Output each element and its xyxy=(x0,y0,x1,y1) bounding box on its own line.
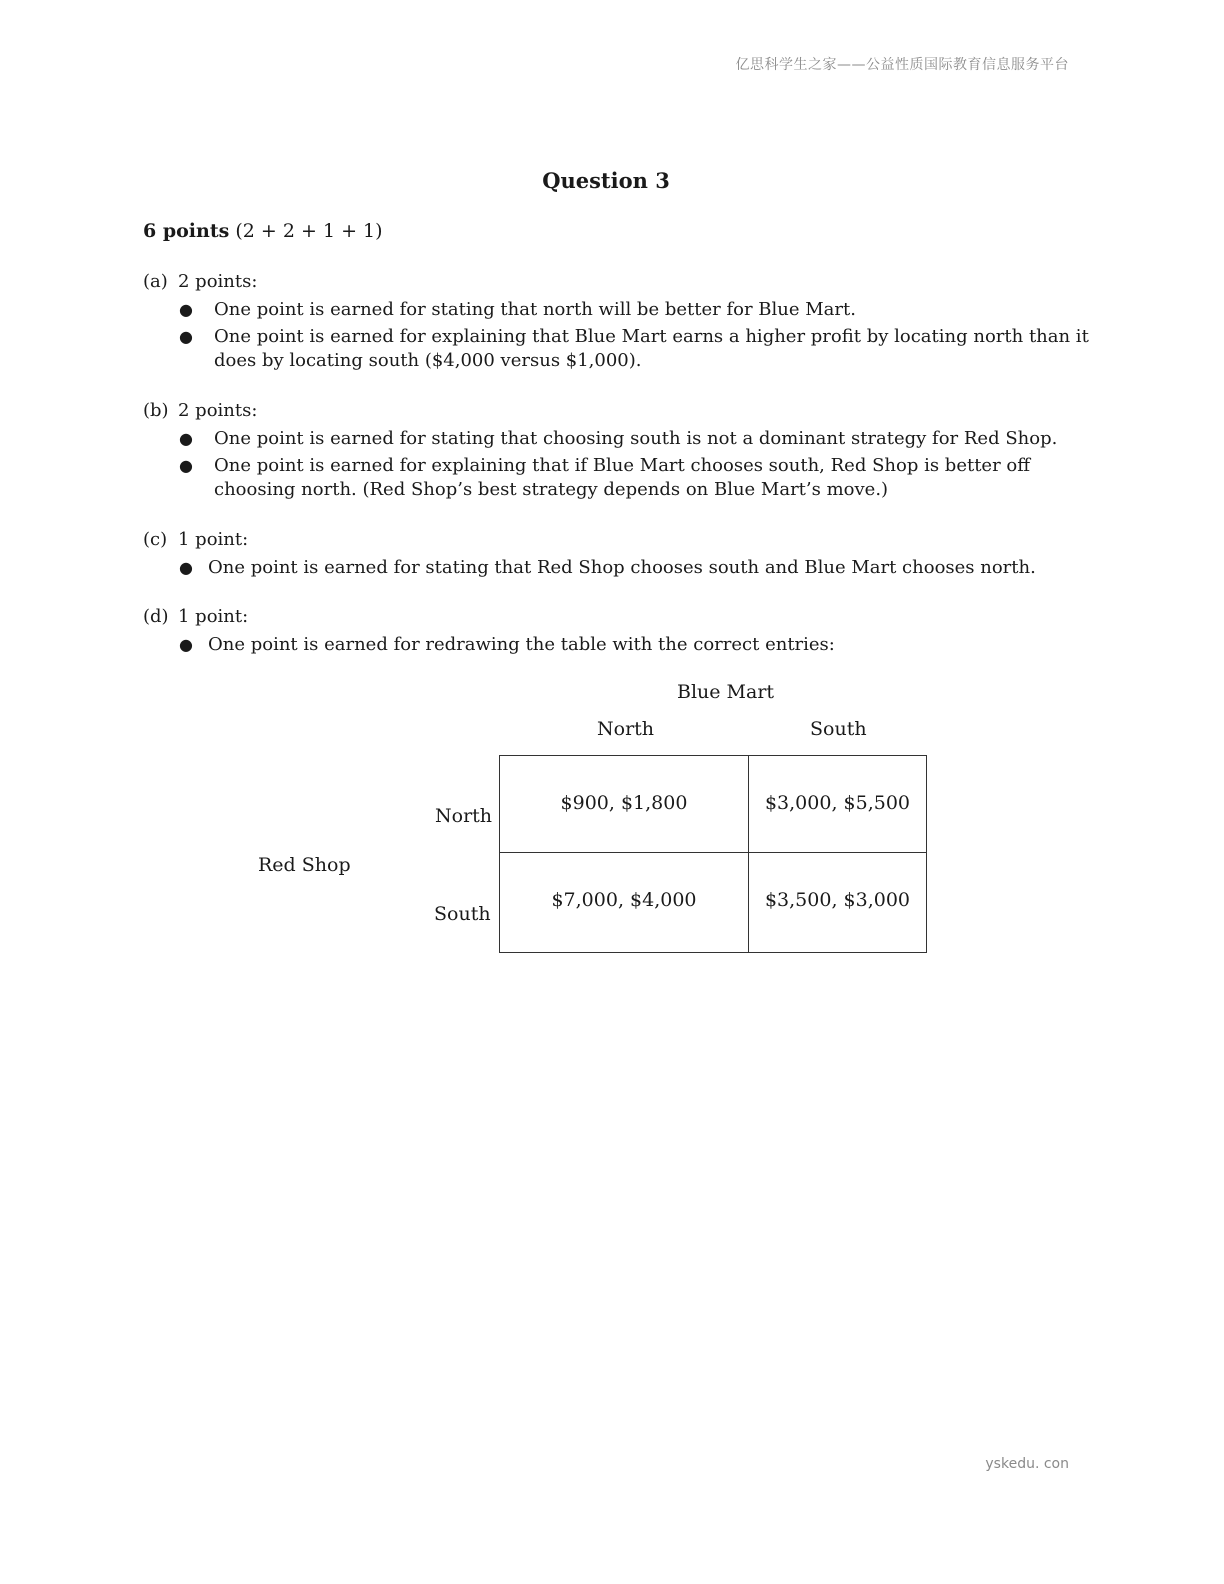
points-breakdown: (2 + 2 + 1 + 1) xyxy=(235,220,383,242)
footer-watermark: yskedu. con xyxy=(985,1456,1069,1472)
column-player-label: Blue Mart xyxy=(677,681,775,703)
points-summary xyxy=(143,220,383,242)
bullet-icon: ● xyxy=(179,456,193,475)
question-title: Question 3 xyxy=(542,168,670,193)
part-d-bullets xyxy=(143,633,1103,657)
bullet-icon: ● xyxy=(179,635,193,654)
header-watermark: 亿思科学生之家——公益性质国际教育信息服务平台 xyxy=(735,57,1069,73)
part-b-bullets xyxy=(143,427,1103,502)
part-c-bullets xyxy=(143,556,1103,580)
part-a-bullets xyxy=(143,298,1103,373)
part-a xyxy=(143,270,1103,376)
payoff-cell-north-south: $3,000, $5,500 xyxy=(749,756,926,853)
part-c-letter: (c) xyxy=(143,529,168,550)
list-item: ● One point is earned for explaining that Blue Mart earns a higher profit by locating north than it does by locating south ($4,000 versus $1,000). xyxy=(179,326,1089,371)
points-total: 6 points xyxy=(143,220,230,242)
bullet-icon: ● xyxy=(179,327,193,346)
part-c-heading: 1 point: xyxy=(178,529,249,550)
row-player-label: Red Shop xyxy=(258,854,351,876)
part-b xyxy=(143,399,1103,505)
row-header-south: South xyxy=(434,903,491,925)
list-item: ● One point is earned for stating that Red Shop chooses south and Blue Mart chooses north. xyxy=(179,557,1036,578)
part-b-heading: 2 points: xyxy=(178,400,258,421)
bullet-icon: ● xyxy=(179,429,193,448)
part-c xyxy=(143,528,1103,583)
part-d-heading: 1 point: xyxy=(178,606,249,627)
list-item: ● One point is earned for explaining that if Blue Mart chooses south, Red Shop is better off choosing north. (Red Shop’s best strategy depends on Blue Mart’s move.) xyxy=(179,455,1031,500)
payoff-cell-north-north: $900, $1,800 xyxy=(500,756,749,853)
payoff-grid xyxy=(499,755,927,953)
list-item: ● One point is earned for redrawing the table with the correct entries: xyxy=(179,634,835,655)
part-a-heading: 2 points: xyxy=(178,271,258,292)
part-d xyxy=(143,605,1103,660)
row-header-north: North xyxy=(435,805,493,827)
payoff-cell-south-south: $3,500, $3,000 xyxy=(764,889,911,911)
bullet-icon: ● xyxy=(179,558,193,577)
payoff-cell-south-north: $7,000, $4,000 xyxy=(500,853,749,952)
part-a-letter: (a) xyxy=(143,271,168,292)
list-item: ● One point is earned for stating that choosing south is not a dominant strategy for Red Shop. xyxy=(179,428,1058,449)
column-header-north: North xyxy=(597,718,655,740)
column-header-south: South xyxy=(810,718,867,740)
bullet-icon: ● xyxy=(179,300,193,319)
part-d-letter: (d) xyxy=(143,606,169,627)
part-b-letter: (b) xyxy=(143,400,169,421)
list-item: ● One point is earned for stating that north will be better for Blue Mart. xyxy=(179,299,856,320)
